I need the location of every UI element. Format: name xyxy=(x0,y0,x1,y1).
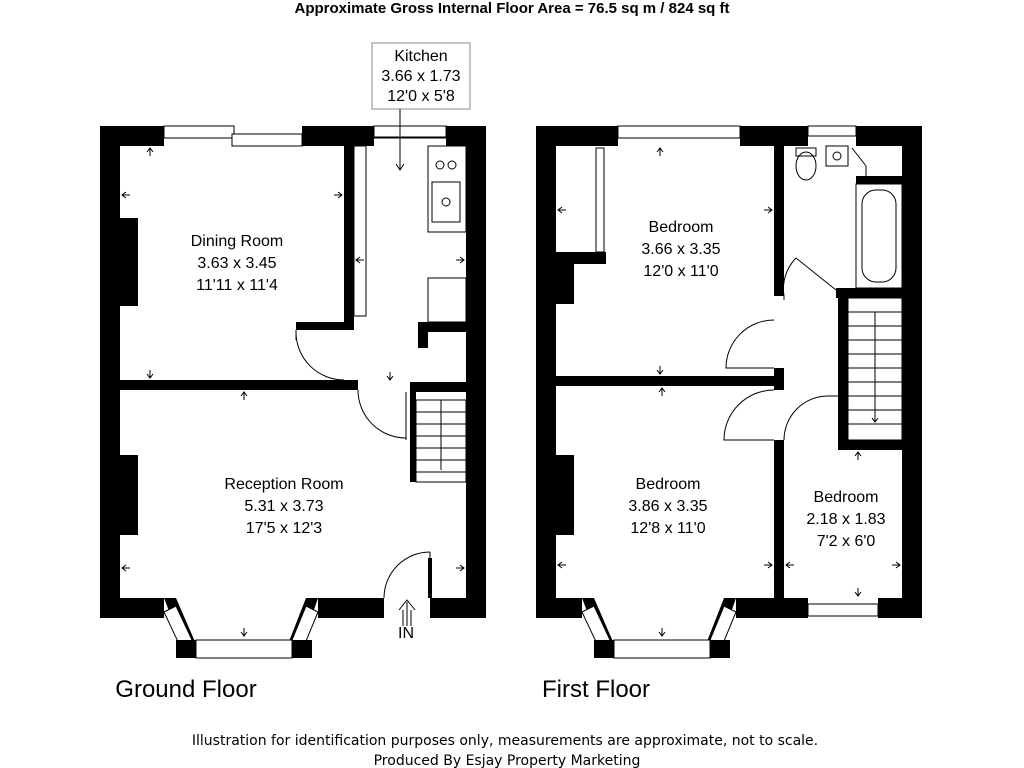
dimension-arrow-icon xyxy=(659,388,665,396)
window xyxy=(232,134,302,146)
wall xyxy=(736,598,808,618)
dimension-arrow-icon xyxy=(241,392,247,400)
room-imperial-bedroom-1: 12'0 x 11'0 xyxy=(643,263,719,280)
wall xyxy=(856,176,902,184)
front-door-swing xyxy=(384,552,430,598)
wall xyxy=(774,146,784,296)
sink-icon xyxy=(432,182,460,222)
chimney-breast xyxy=(120,455,138,535)
wall xyxy=(100,598,164,618)
wall xyxy=(836,288,902,298)
dimension-arrow-icon xyxy=(456,257,464,263)
room-metric-bedroom-3: 2.18 x 1.83 xyxy=(806,511,886,528)
wall xyxy=(556,376,784,386)
room-imperial-dining: 11'11 x 11'4 xyxy=(196,277,278,294)
dimension-arrow-icon xyxy=(764,207,772,213)
wall xyxy=(430,598,486,618)
kitchen-counter xyxy=(354,146,366,316)
wall xyxy=(120,380,358,390)
stairs-arrow-icon xyxy=(872,410,878,422)
wall xyxy=(774,368,784,390)
bay-wall xyxy=(710,640,730,658)
wall xyxy=(100,126,120,618)
hob-ring xyxy=(448,161,456,169)
hob-ring xyxy=(436,161,444,169)
window xyxy=(808,604,878,616)
wall xyxy=(344,146,354,330)
bay-wall xyxy=(594,640,614,658)
room-imperial-kitchen: 12'0 x 5'8 xyxy=(387,88,455,105)
dimension-arrow-icon xyxy=(147,370,153,378)
cupboard-door xyxy=(852,148,866,176)
room-imperial-bedroom-3: 7'2 x 6'0 xyxy=(816,533,876,550)
bay-wall xyxy=(292,640,312,658)
room-metric-bedroom-1: 3.66 x 3.35 xyxy=(641,241,721,258)
dimension-arrow-icon xyxy=(657,148,663,156)
washbasin-icon xyxy=(826,146,848,166)
room-name-bedroom-3: Bedroom xyxy=(813,489,879,506)
dimension-arrow-icon xyxy=(334,192,342,198)
producer-text: Produced By Esjay Property Marketing xyxy=(373,753,641,768)
wall xyxy=(536,598,582,618)
bay-window xyxy=(196,640,292,658)
wall xyxy=(100,126,164,146)
ground-floor-plan xyxy=(100,43,486,703)
washbasin-bowl xyxy=(833,152,841,160)
ground-floor-title: Ground Floor xyxy=(115,676,257,703)
first-floor-plan xyxy=(536,126,922,703)
wall xyxy=(296,322,354,330)
door-swing xyxy=(724,390,774,440)
dimension-arrow-icon xyxy=(764,562,772,568)
dimension-arrow-icon xyxy=(659,628,665,636)
wall xyxy=(418,322,428,348)
dimension-arrow-icon xyxy=(558,207,566,213)
bay-wall xyxy=(176,640,196,658)
wall xyxy=(556,252,606,264)
wall xyxy=(838,298,848,448)
entrance-arrow-icon xyxy=(399,600,415,626)
wall xyxy=(856,126,922,146)
room-metric-kitchen: 3.66 x 1.73 xyxy=(381,68,461,85)
room-metric-dining: 3.63 x 3.45 xyxy=(197,255,277,272)
staircase xyxy=(416,400,466,482)
wall xyxy=(536,126,556,618)
door-swing xyxy=(784,396,838,440)
dimension-arrow-icon xyxy=(122,192,130,198)
wall xyxy=(740,126,808,146)
door-swing xyxy=(783,258,836,300)
dimension-arrow-icon xyxy=(387,372,393,380)
dimension-arrow-icon xyxy=(657,366,663,374)
wall xyxy=(878,598,922,618)
room-name-dining: Dining Room xyxy=(190,233,284,250)
disclaimer-text: Illustration for identification purposes only, measurements are approximate, not to scale. xyxy=(191,733,819,749)
wall xyxy=(446,126,486,146)
room-imperial-reception: 17'5 x 12'3 xyxy=(245,520,323,537)
door-swing xyxy=(296,330,344,380)
dimension-arrow-icon xyxy=(786,562,794,568)
chimney-breast xyxy=(556,262,574,304)
chimney-breast xyxy=(120,218,138,306)
sink-drain xyxy=(442,198,450,206)
room-metric-reception: 5.31 x 3.73 xyxy=(244,498,324,515)
dimension-arrow-icon xyxy=(456,565,464,571)
door-swing xyxy=(726,320,774,368)
wall xyxy=(318,598,384,618)
dimension-arrow-icon xyxy=(122,565,130,571)
dimension-arrow-icon xyxy=(241,628,247,636)
door-swing xyxy=(358,390,406,438)
dimension-arrow-icon xyxy=(147,148,153,156)
wall xyxy=(466,126,486,618)
dimension-arrow-icon xyxy=(892,562,900,568)
window xyxy=(808,126,856,136)
wall xyxy=(902,126,922,618)
room-name-kitchen: Kitchen xyxy=(394,48,448,65)
dimension-arrow-icon xyxy=(855,452,861,460)
room-imperial-bedroom-2: 12'8 x 11'0 xyxy=(630,520,706,537)
window xyxy=(164,126,234,138)
wall xyxy=(410,382,466,392)
room-name-bedroom-2: Bedroom xyxy=(635,476,701,493)
dimension-arrow-icon xyxy=(356,257,364,263)
window xyxy=(618,126,740,138)
bay-window xyxy=(614,640,710,658)
dimension-arrow-icon xyxy=(855,588,861,596)
first-floor-title: First Floor xyxy=(542,676,650,703)
dimension-arrow-icon xyxy=(558,562,566,568)
wall xyxy=(774,440,784,598)
appliance-space xyxy=(428,278,466,322)
wall xyxy=(536,126,618,146)
chimney-breast xyxy=(556,455,574,535)
floor-area-heading: Approximate Gross Internal Floor Area = 76.5 sq m / 824 sq ft xyxy=(294,0,730,17)
window xyxy=(374,126,446,138)
wall xyxy=(410,392,416,482)
room-metric-bedroom-2: 3.86 x 3.35 xyxy=(628,498,708,515)
room-name-reception: Reception Room xyxy=(224,476,344,493)
entrance-label: IN xyxy=(398,625,414,642)
wall xyxy=(838,440,902,450)
bath-basin xyxy=(862,190,896,282)
wardrobe xyxy=(596,148,604,252)
room-name-bedroom-1: Bedroom xyxy=(648,219,714,236)
wall xyxy=(302,126,374,146)
